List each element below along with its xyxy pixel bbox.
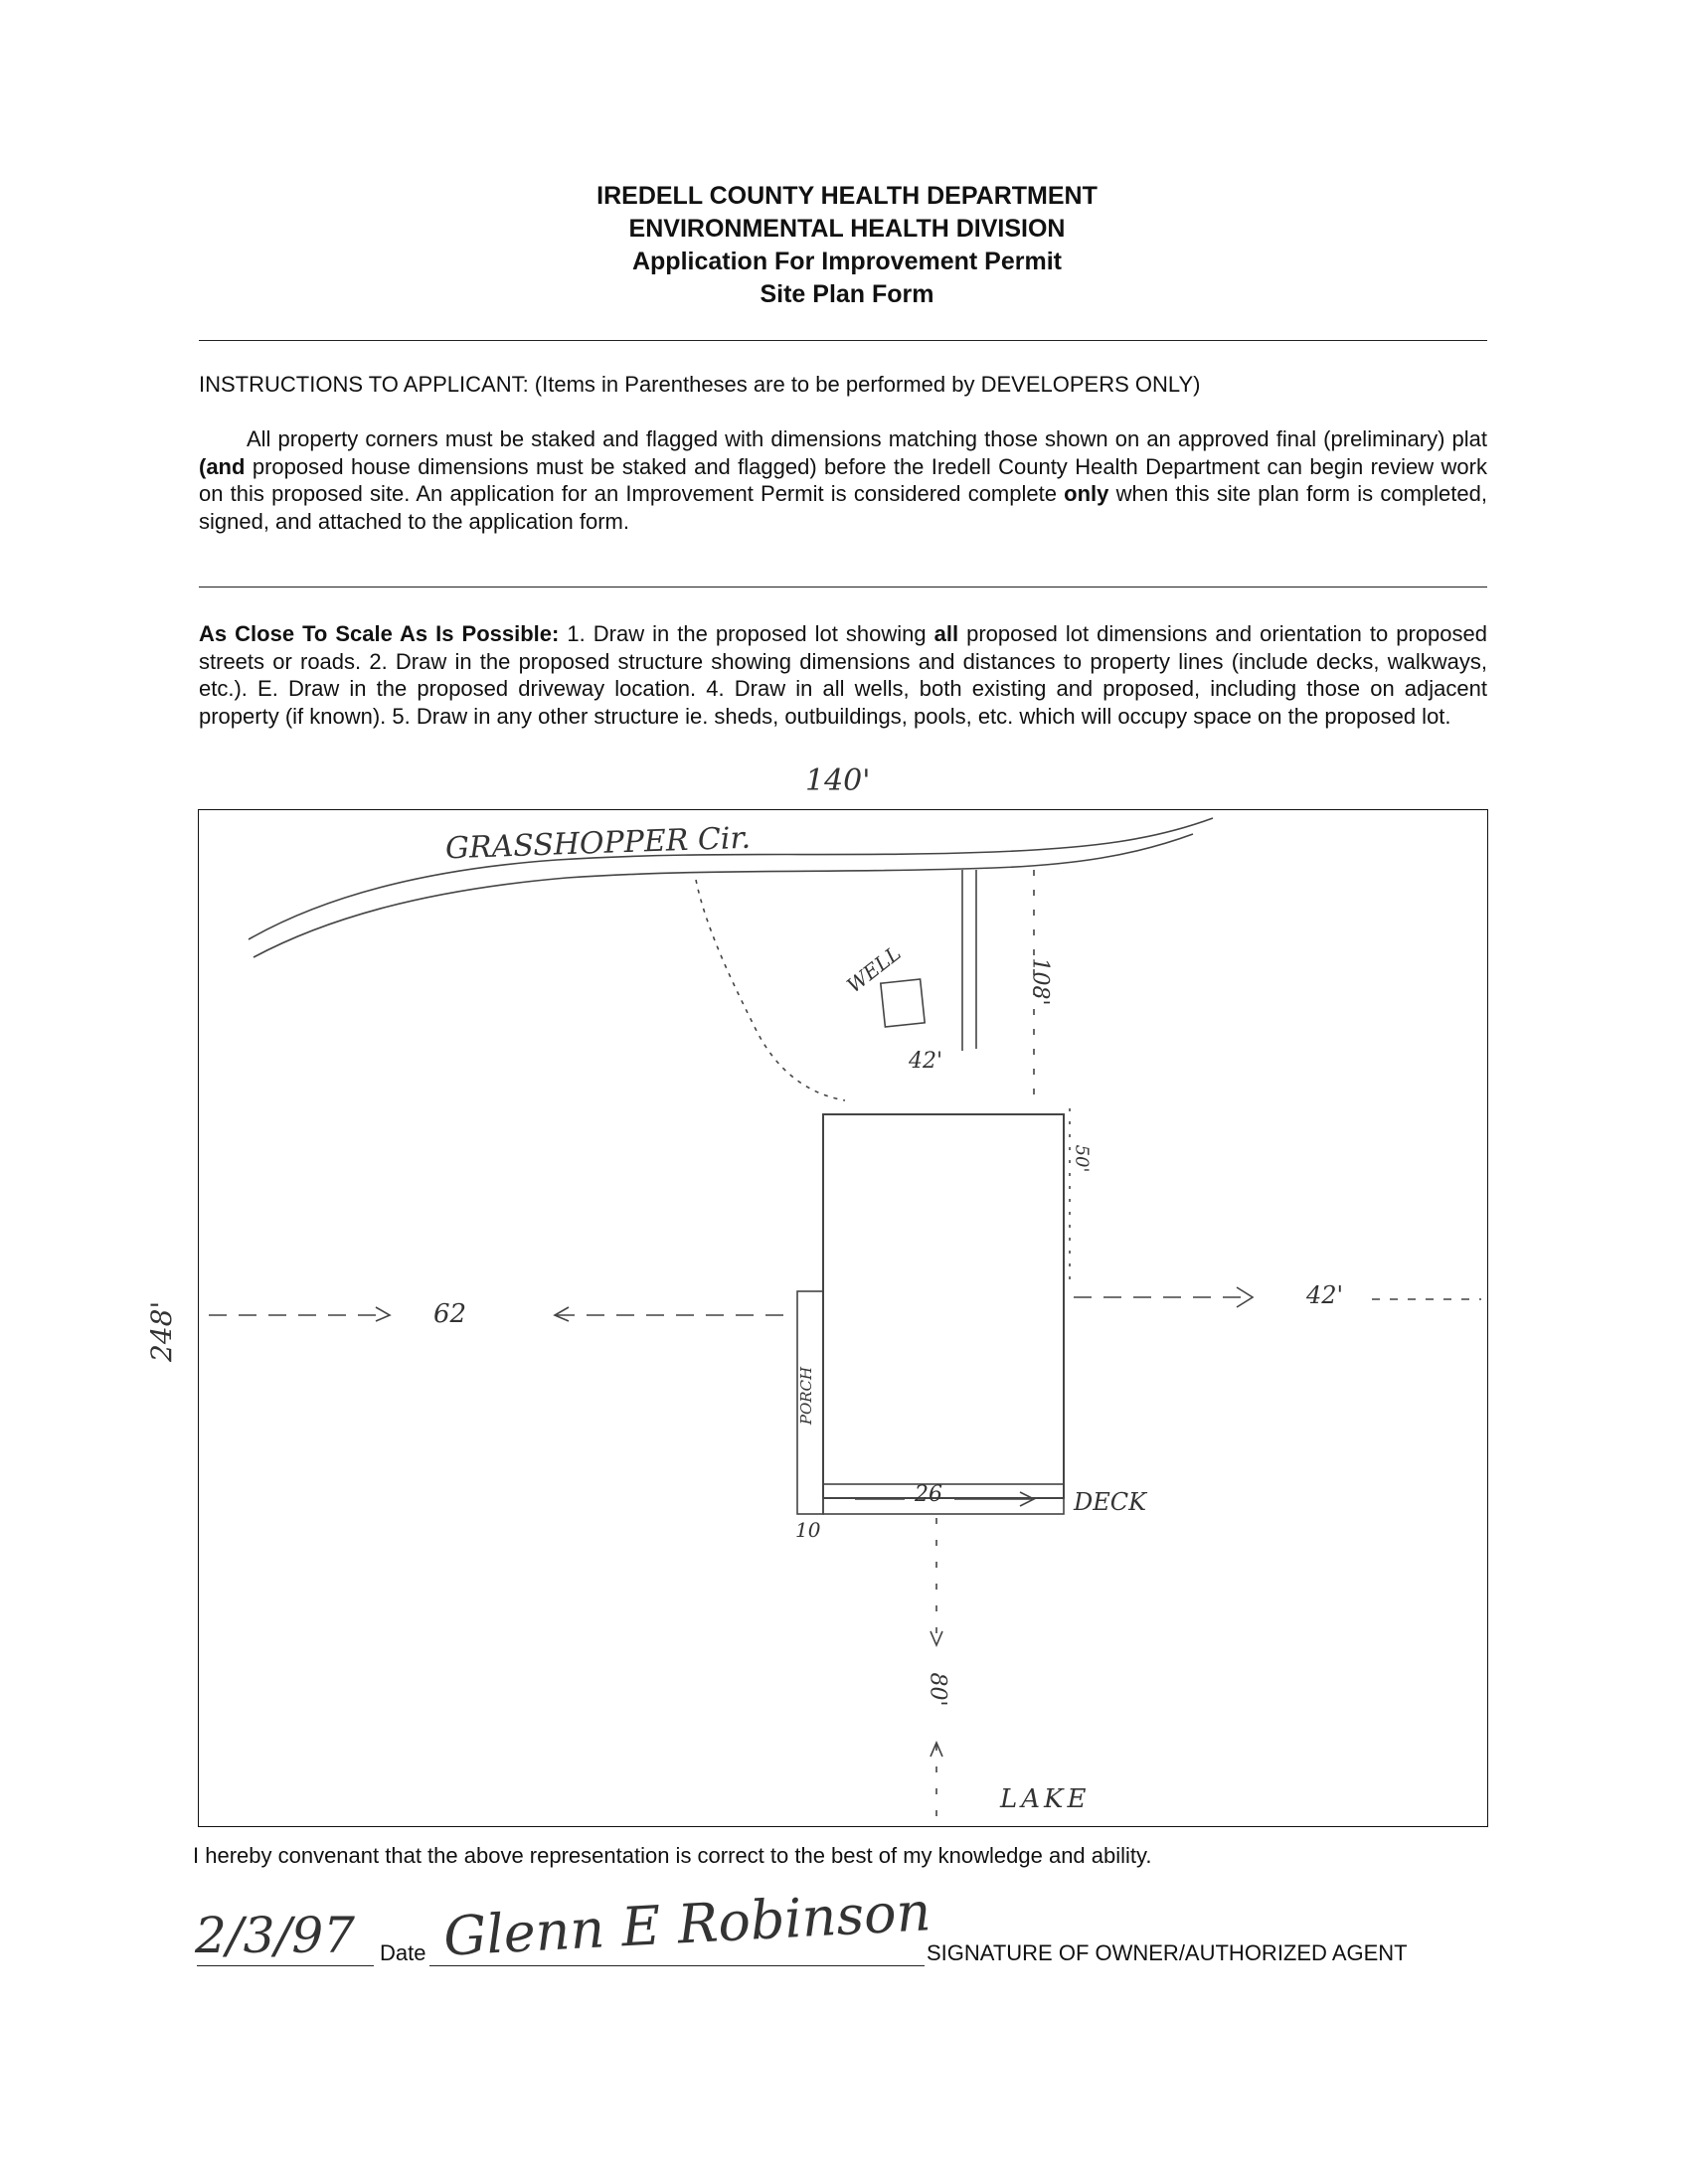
porch-width-label: 10 xyxy=(795,1518,821,1542)
scale-instructions-paragraph: As Close To Scale As Is Possible: 1. Draw in the proposed lot showing all proposed lot dimensions and orientation to proposed streets or roads. 2. Draw in the proposed structure showing dimensions and distances to property lines (include decks, walkways, etc.). E. Draw in the proposed driveway location. 4. Draw in all wells, both existing and proposed, including those on adjacent property (if known). 5. Draw in any other structure ie. sheds, outbuildings, pools, etc. which will occupy space on the proposed lot. xyxy=(199,621,1488,729)
well-distance-label: 42' xyxy=(909,1049,943,1074)
signature-line xyxy=(429,1965,925,1966)
drive-distance-label: 108' xyxy=(1027,957,1053,1006)
left-setback-label: 62 xyxy=(433,1299,467,1329)
site-plan-sketch xyxy=(199,810,1489,1828)
site-plan-drawing xyxy=(198,809,1488,1827)
top-divider xyxy=(199,340,1487,341)
porch-label: PORCH xyxy=(797,1366,816,1426)
deck-label: DECK xyxy=(1074,1488,1147,1516)
owner-signature: Glenn E Robinson xyxy=(441,1880,932,1968)
house-side-label: 50' xyxy=(1071,1144,1093,1173)
right-setback-label: 42' xyxy=(1306,1281,1344,1309)
top-lot-dimension: 140' xyxy=(805,763,871,798)
well-label: WELL xyxy=(842,940,906,998)
department-title: IREDELL COUNTY HEALTH DEPARTMENT xyxy=(596,182,1098,210)
house-width-label: 26 xyxy=(915,1482,942,1507)
instructions-title: INSTRUCTIONS TO APPLICANT: (Items in Parentheses are to be performed by DEVELOPERS ONLY) xyxy=(199,372,1201,397)
house-outline xyxy=(823,1114,1064,1498)
date-handwritten: 2/3/97 xyxy=(195,1907,355,1964)
agent-label: SIGNATURE OF OWNER/AUTHORIZED AGENT xyxy=(927,1940,1408,1965)
lake-label: LAKE xyxy=(1000,1784,1091,1814)
left-arrowhead xyxy=(376,1307,390,1321)
rear-arrowhead-down xyxy=(931,1631,942,1645)
rear-setback-label: 80' xyxy=(925,1672,950,1707)
middle-divider xyxy=(199,587,1487,588)
left-lot-dimension: 248' xyxy=(145,1300,178,1362)
left-arrowhead-2 xyxy=(555,1307,569,1321)
date-label: Date xyxy=(380,1940,426,1965)
division-title: ENVIRONMENTAL HEALTH DIVISION xyxy=(628,215,1066,243)
form-subtitle: Site Plan Form xyxy=(760,280,934,308)
road-label: GRASSHOPPER Cir. xyxy=(444,820,752,867)
form-title: Application For Improvement Permit xyxy=(631,248,1062,275)
date-line xyxy=(197,1965,374,1966)
certification-statement: I hereby convenant that the above representation is correct to the best of my knowledge and ability. xyxy=(193,1843,1152,1868)
well-box xyxy=(881,979,925,1027)
instructions-paragraph: All property corners must be staked and flagged with dimensions matching those shown on an approved final (preliminary) plat (and proposed house dimensions must be staked and flagged) before the Iredell County Health Department can begin review work on this proposed site. An application for an Improvement Permit is considered complete only when this site plan form is completed, signed, and attached to the application form. xyxy=(199,426,1487,534)
well-boundary-curve xyxy=(696,880,845,1100)
